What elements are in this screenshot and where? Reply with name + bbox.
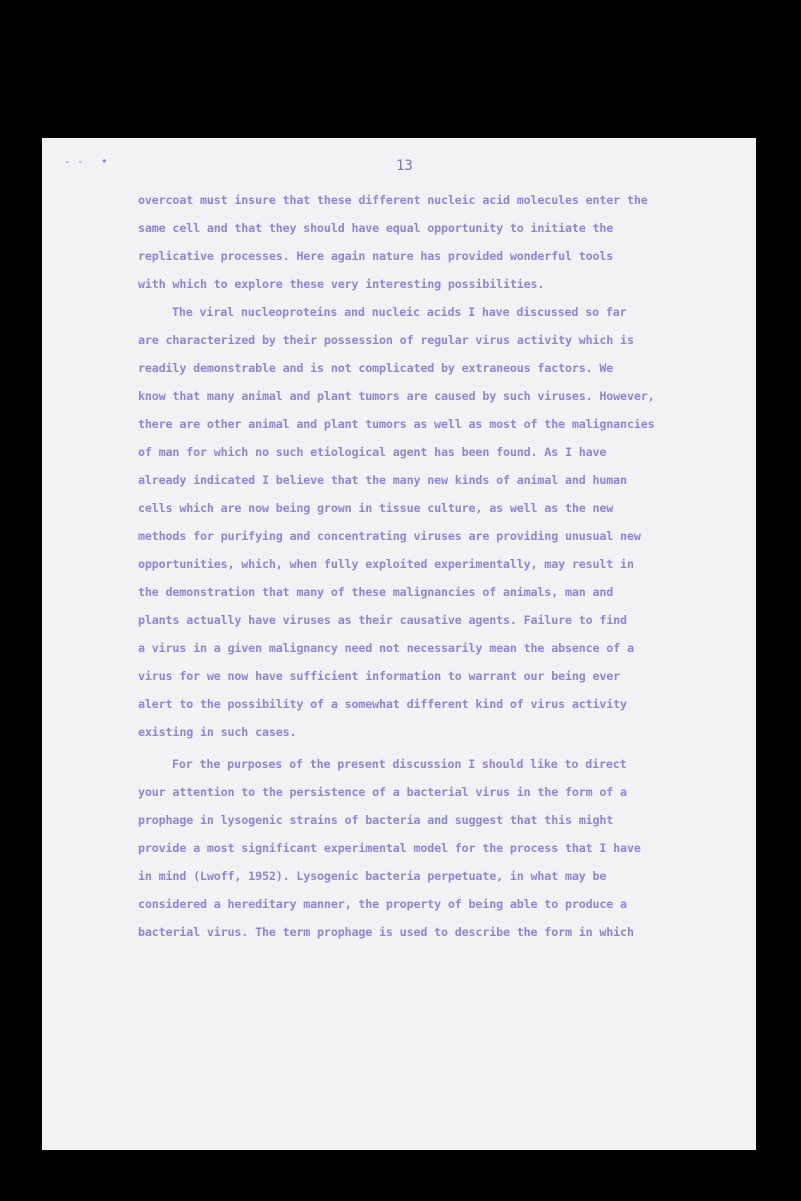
margin-mark-dash: - - [64,155,84,168]
text-line: know that many animal and plant tumors are caused by such viruses. However, [138,389,655,403]
text-line: there are other animal and plant tumors as well as most of the malignancies [138,417,655,431]
text-line: prophage in lysogenic strains of bacteria and suggest that this might [138,813,614,827]
text-line: overcoat must insure that these different nucleic acid molecules enter the [138,193,648,207]
text-line: For the purposes of the present discussion I should like to direct [172,757,627,771]
text-line: your attention to the persistence of a bacterial virus in the form of a [138,785,627,799]
text-line: are characterized by their possession of regular virus activity which is [138,333,634,347]
text-line: considered a hereditary manner, the property of being able to produce a [138,897,627,911]
text-line: of man for which no such etiological agent has been found. As I have [138,445,607,459]
text-line: provide a most significant experimental model for the process that I have [138,841,641,855]
text-line: plants actually have viruses as their causative agents. Failure to find [138,613,627,627]
text-line: readily demonstrable and is not complicated by extraneous factors. We [138,361,614,375]
text-line: opportunities, which, when fully exploited experimentally, may result in [138,557,634,571]
text-line: same cell and that they should have equal opportunity to initiate the [138,221,614,235]
text-line: virus for we now have sufficient information to warrant our being ever [138,669,621,683]
text-line: with which to explore these very interesting possibilities. [138,277,545,291]
text-line: a virus in a given malignancy need not necessarily mean the absence of a [138,641,634,655]
margin-mark-dot: • [101,155,108,168]
text-line: the demonstration that many of these malignancies of animals, man and [138,585,614,599]
text-line: methods for purifying and concentrating viruses are providing unusual new [138,529,641,543]
text-line: replicative processes. Here again nature has provided wonderful tools [138,249,614,263]
text-line: existing in such cases. [138,725,297,739]
text-line: The viral nucleoproteins and nucleic acids I have discussed so far [172,305,627,319]
page-number: 13 [396,158,413,174]
text-line: alert to the possibility of a somewhat different kind of virus activity [138,697,627,711]
text-line: already indicated I believe that the many new kinds of animal and human [138,473,627,487]
text-line: bacterial virus. The term prophage is used to describe the form in which [138,925,634,939]
text-line: in mind (Lwoff, 1952). Lysogenic bacteria perpetuate, in what may be [138,869,607,883]
text-line: cells which are now being grown in tissue culture, as well as the new [138,501,614,515]
